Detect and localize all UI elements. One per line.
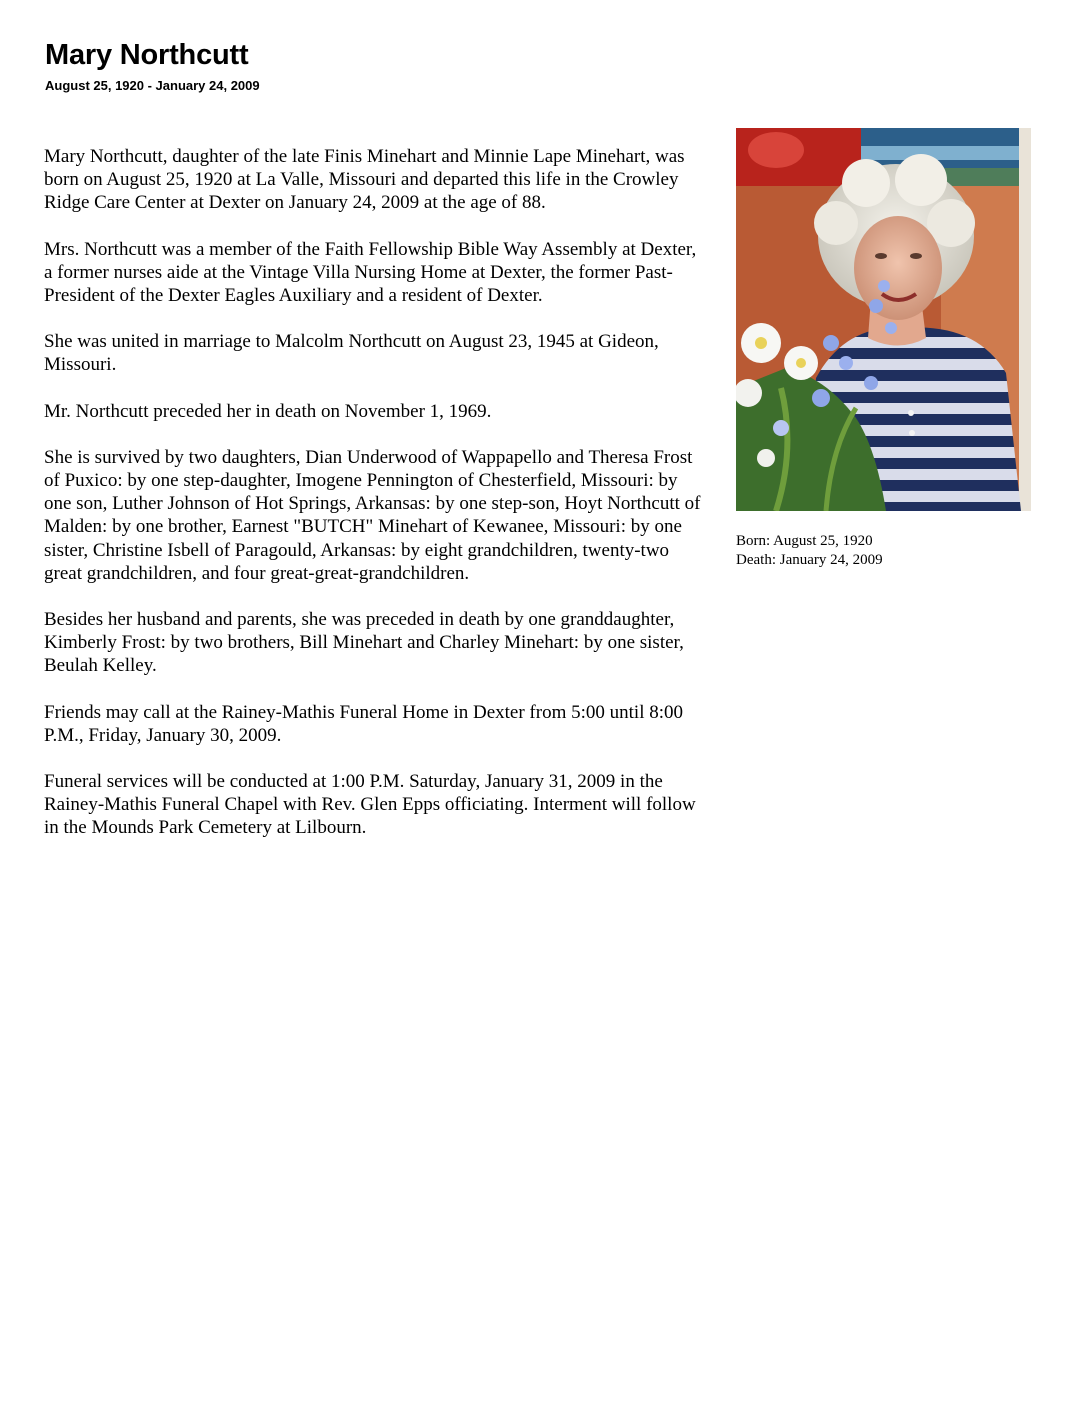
photo-caption xyxy=(736,532,883,570)
life-dates: August 25, 1920 - January 24, 2009 xyxy=(45,78,260,93)
portrait-photo xyxy=(736,128,1031,511)
paragraph-parentage: Mary Northcutt, daughter of the late Finis Minehart and Minnie Lape Minehart, was born on August 25, 1920 at La Valle, Missouri and departed this life in the Crowley Ridge Care Center at Dexter on January 24, 2009 at the age of 88. xyxy=(44,146,685,214)
paragraph-marriage: She was united in marriage to Malcolm Northcutt on August 23, 1945 at Gideon, Missouri. xyxy=(44,331,659,376)
death-date: Death: January 24, 2009 xyxy=(736,552,883,568)
paragraph-visitation: Friends may call at the Rainey-Mathis Funeral Home in Dexter from 5:00 until 8:00 P.M., Friday, January 30, 2009. xyxy=(44,701,684,746)
paragraph-preceded: Besides her husband and parents, she was preceded in death by one granddaughter, Kimberly Frost: by two brothers, Bill Minehart and Charley Minehart: by one sister, Beulah Kelley. xyxy=(44,609,684,677)
paragraph-survivors: She is survived by two daughters, Dian Underwood of Wappapello and Theresa Frost of Puxico: by one step-daughter, Imogene Pennington of Chesterfield, Missouri: by one son, Luther Johnson of Hot Springs, Arkansas: by one step-son, Hoyt Northcutt of Malden: by one brother, Earnest "BUTCH" Minehart of Kewanee, Missouri: by one sister, Christine Isbell of Paragould, Arkansas: by eight grandchildren, twenty-two great grandchildren, and four great-great-grandchildren. xyxy=(44,446,701,584)
paragraph-funeral: Funeral services will be conducted at 1:00 P.M. Saturday, January 31, 2009 in the Rainey-Mathis Funeral Chapel with Rev. Glen Epps officiating. Interment will follow in the Mounds Park Cemetery at Lilbourn. xyxy=(44,771,696,839)
paragraph-memberships: Mrs. Northcutt was a member of the Faith Fellowship Bible Way Assembly at Dexter, a former nurses aide at the Vintage Villa Nursing Home at Dexter, the former Past-President of the Dexter Eagles Auxiliary and a resident of Dexter. xyxy=(44,238,697,307)
obituary-body xyxy=(44,145,709,863)
page-title: Mary Northcutt xyxy=(45,39,249,71)
paragraph-husband-death: Mr. Northcutt preceded her in death on November 1, 1969. xyxy=(44,400,492,422)
born-date: Born: August 25, 1920 xyxy=(736,533,873,549)
